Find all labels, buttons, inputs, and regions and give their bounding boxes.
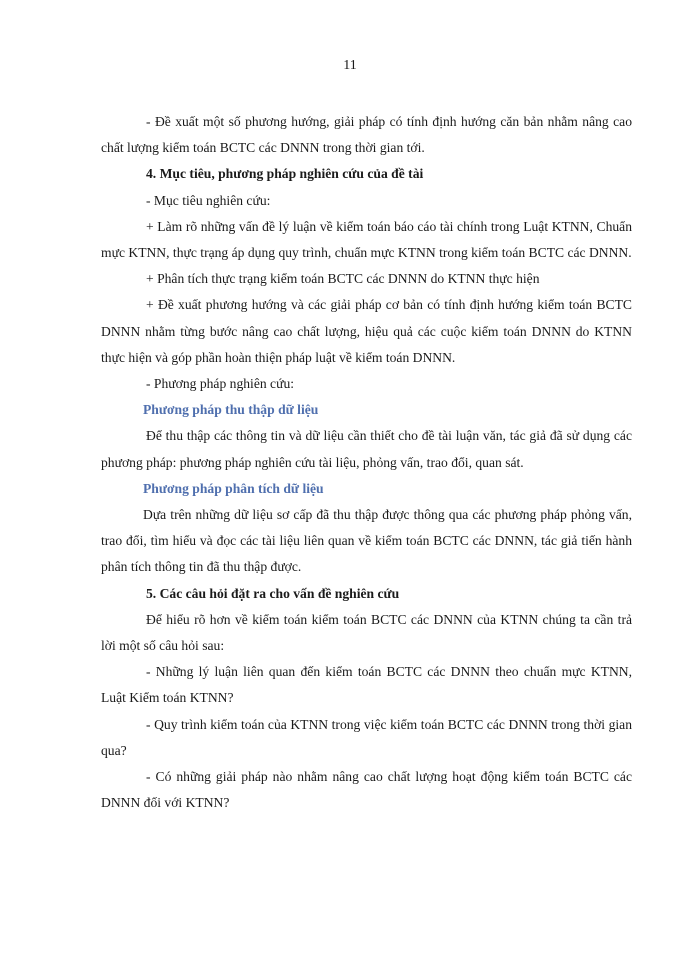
subheading-data-collection: Phương pháp thu thập dữ liệu (143, 402, 319, 418)
paragraph-data-collection: Để thu thập các thông tin và dữ liệu cần thiết cho đề tài luận văn, tác giả đã sử dụng các phương pháp: phương pháp nghiên cứu tài liệu, phỏng vấn, trao đổi, quan sát. (101, 428, 632, 470)
paragraph-data-analysis: Dựa trên những dữ liệu sơ cấp đã thu thập được thông qua các phương pháp phỏng vấn, trao đổi, tìm hiểu và đọc các tài liệu liên quan về kiểm toán BCTC các DNNN, tác giả tiến hành phân tích thông tin đã thu thập được. (101, 507, 632, 575)
paragraph-objective-3: + Đề xuất phương hướng và các giải pháp cơ bản có tính định hướng kiểm toán BCTC DNNN nhằm từng bước nâng cao chất lượng, hiệu quả các cuộc kiểm toán DNNN do KTNN thực hiện và góp phần hoàn thiện pháp luật về kiểm toán DNNN. (101, 297, 632, 365)
paragraph-objective-2: + Phân tích thực trạng kiểm toán BCTC các DNNN do KTNN thực hiện (146, 271, 540, 287)
paragraph-question-1: - Những lý luận liên quan đến kiểm toán BCTC các DNNN theo chuẩn mực KTNN, Luật Kiểm toán KTNN? (101, 664, 632, 706)
section-heading-5: 5. Các câu hỏi đặt ra cho vấn đề nghiên cứu (146, 585, 400, 601)
paragraph-question-3: - Có những giải pháp nào nhằm nâng cao chất lượng hoạt động kiểm toán BCTC các DNNN đối với KTNN? (101, 769, 632, 811)
paragraph-question-2: - Quy trình kiểm toán của KTNN trong việc kiểm toán BCTC các DNNN trong thời gian qua? (101, 716, 632, 758)
paragraph-objective-1: + Làm rõ những vấn đề lý luận về kiểm toán báo cáo tài chính trong Luật KTNN, Chuẩn mực KTNN, thực trạng áp dụng quy trình, chuẩn mực KTNN trong kiểm toán BCTC các DNNN. (101, 218, 632, 261)
paragraph-questions-intro: Để hiểu rõ hơn về kiểm toán kiểm toán BCTC các DNNN của KTNN chúng ta cần trả lời một số câu hỏi sau: (101, 611, 632, 654)
page-number: 11 (343, 58, 357, 73)
paragraph-proposal: - Đề xuất một số phương hướng, giải pháp có tính định hướng căn bản nhằm nâng cao chất lượng kiểm toán BCTC các DNNN trong thời gian tới. (101, 114, 632, 156)
document-body (101, 109, 632, 816)
subheading-data-analysis: Phương pháp phân tích dữ liệu (143, 480, 324, 496)
paragraph-research-method-label: - Phương pháp nghiên cứu: (146, 376, 295, 392)
section-heading-4: 4. Mục tiêu, phương pháp nghiên cứu của đề tài (146, 166, 424, 182)
paragraph-research-objective-label: - Mục tiêu nghiên cứu: (146, 192, 271, 208)
